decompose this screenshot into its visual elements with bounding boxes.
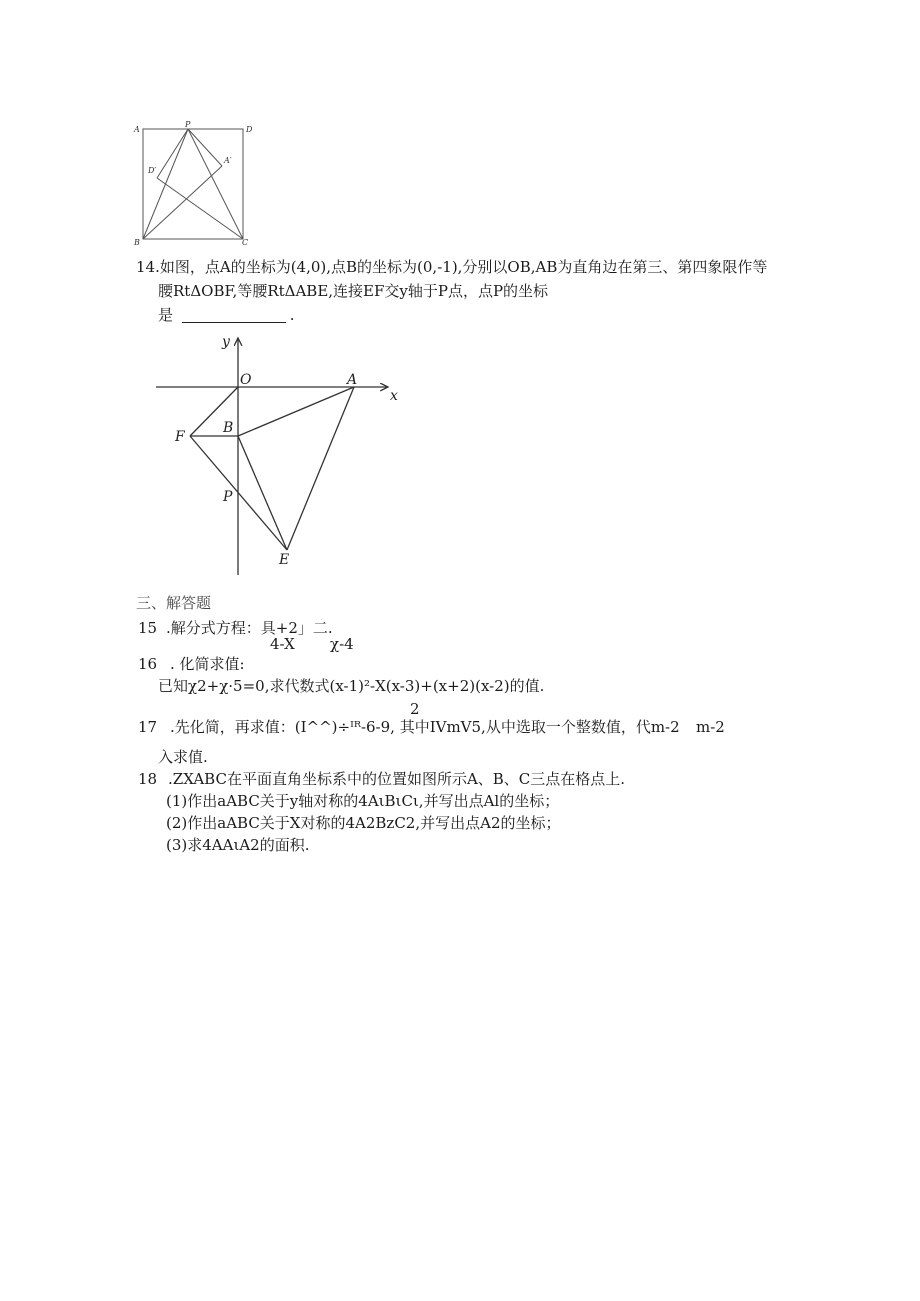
- label-f: F: [175, 429, 185, 445]
- label-c: C: [242, 238, 249, 247]
- fold-line-aprime-b: [143, 166, 222, 239]
- q14-line3: [158, 305, 295, 325]
- fold-line-p-dprime: [157, 129, 188, 178]
- label-b: B: [223, 420, 234, 436]
- figure-coordinate-diagram: [150, 330, 410, 582]
- label-a: A: [134, 125, 140, 134]
- q17-tail: m-2: [696, 718, 725, 736]
- q18-text: .ZXABC在平面直角坐标系中的位置如图所示A、B、C三点在格点上.: [168, 770, 626, 788]
- q14-line3-prefix: 是: [158, 306, 174, 324]
- q17-text: .先化简，再求值：(I^^)÷ᴵᴿ-6-9, 其中IVmV5,从中选取一个整数值，代m-2: [170, 718, 680, 736]
- q14-line3-suffix: .: [289, 306, 295, 324]
- segment-be: [238, 436, 287, 550]
- label-e: E: [279, 552, 290, 568]
- label-o: O: [240, 372, 252, 388]
- label-d: D: [246, 125, 253, 134]
- q17-superscript: 2: [410, 700, 420, 718]
- section-title: 三、解答题: [136, 594, 212, 612]
- q16-line2: 已知χ2+χ·5=0,求代数式(x-1)²-X(x-3)+(x+2)(x-2)的值.: [158, 677, 545, 695]
- fold-line-dprime-c: [157, 178, 243, 239]
- label-p: P: [185, 120, 191, 129]
- figure-square-fold: [130, 118, 260, 248]
- q18-sub3: (3)求4AAιA2的面积.: [166, 836, 310, 854]
- label-d-prime: D′: [148, 166, 157, 175]
- label-a-prime: A′: [224, 156, 232, 165]
- q15-denominator-left: 4-X: [270, 635, 295, 653]
- label-p: P: [223, 489, 233, 505]
- q14-line1: 14.如图，点A的坐标为(4,0),点B的坐标为(0,-1),分别以OB,AB为直角边在第三、第四象限作等: [136, 258, 768, 276]
- q18-sub1: (1)作出aABC关于y轴对称的4AιBιCι,并写出点Al的坐标；: [166, 792, 560, 810]
- q17-line2: 入求值.: [158, 748, 208, 766]
- q16-number: 16: [138, 655, 158, 673]
- answer-blank[interactable]: [182, 310, 286, 323]
- label-b: B: [134, 238, 140, 247]
- q18-sub2: (2)作出aABC关于X对称的4A2BzC2,并写出点A2的坐标；: [166, 814, 561, 832]
- label-a: A: [347, 372, 358, 388]
- q14-line2: 腰RtΔOBF,等腰RtΔABE,连接EF交y轴于P点，点P的坐标: [158, 282, 549, 300]
- fold-line-pc: [188, 129, 243, 239]
- q15-text: .解分式方程：具+2」二.: [166, 619, 333, 637]
- q16-text: . 化简求值:: [170, 655, 245, 673]
- q15-number: 15: [138, 619, 158, 637]
- fold-line-p-aprime: [188, 129, 222, 166]
- q15-denominator-right: χ-4: [330, 635, 354, 653]
- q17-number: 17: [138, 718, 158, 736]
- q18-number: 18: [138, 770, 158, 788]
- label-y: y: [222, 334, 230, 350]
- label-x: x: [390, 388, 398, 404]
- square-abcd: [143, 129, 243, 239]
